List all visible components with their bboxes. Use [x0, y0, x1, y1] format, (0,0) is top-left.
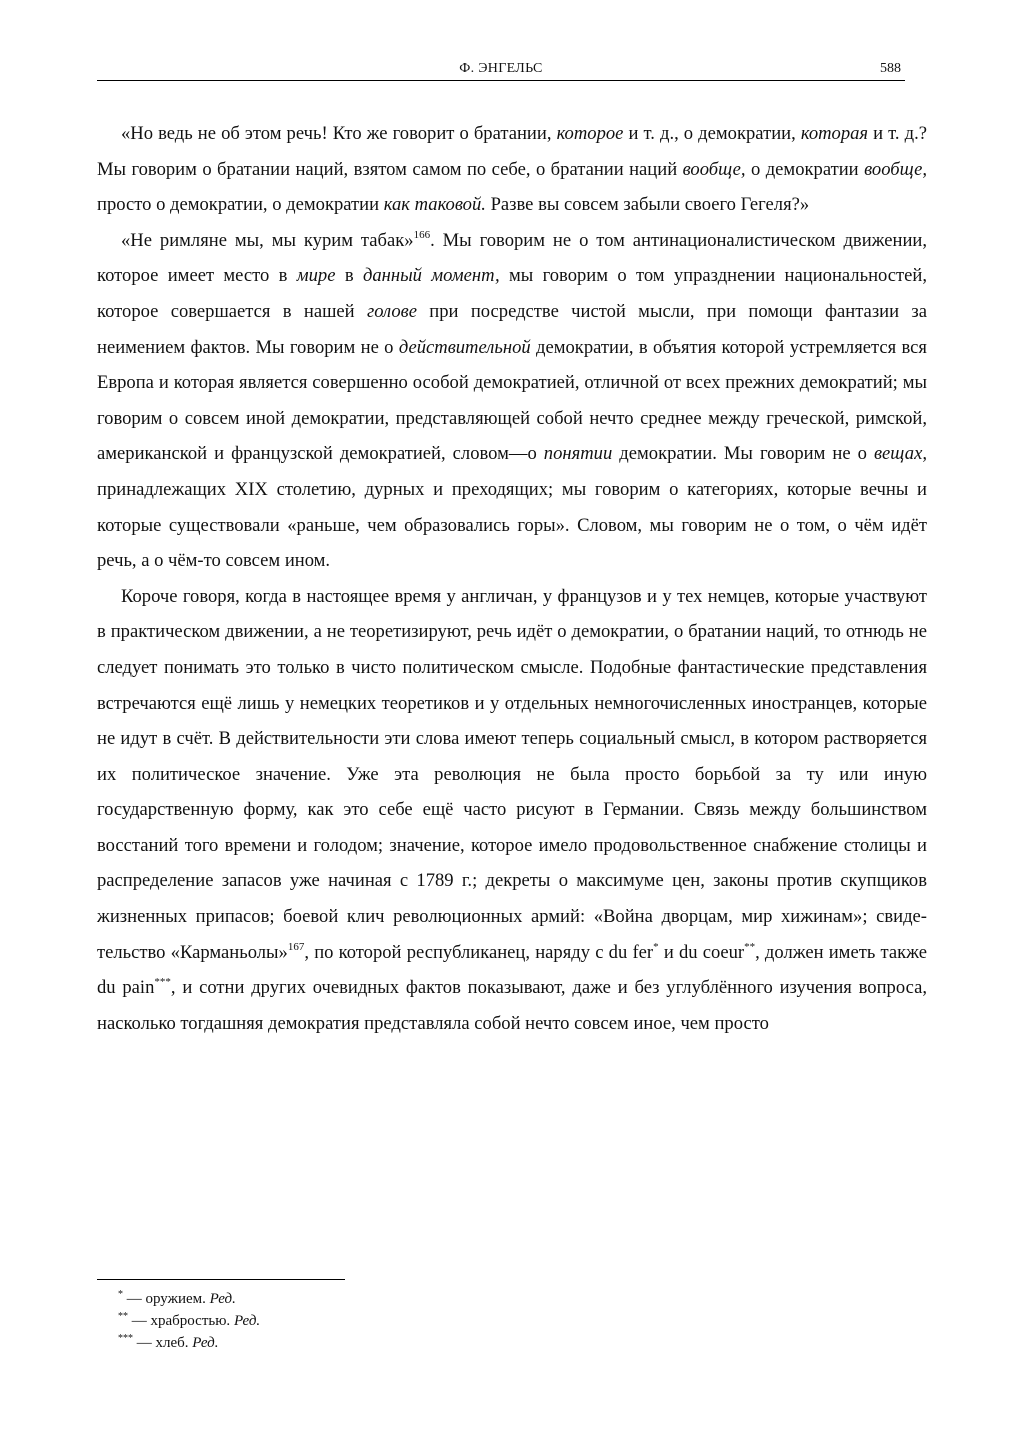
emphasis-text: действительной — [398, 336, 531, 358]
running-header — [97, 60, 905, 81]
reference-mark: 167 — [287, 940, 305, 953]
footnotes — [118, 1288, 260, 1354]
footnote-text: — хлеб. — [133, 1335, 193, 1351]
text-run: демократии. Мы говорим не о — [612, 443, 874, 465]
paragraph — [97, 223, 927, 579]
text-run: , и сотни других очевидных фактов показывают, даже и без углублённого изучения вопроса, насколько тогдашняя демократия представляла собой нечто совсем иное, чем просто — [97, 977, 927, 1034]
emphasis-text: вообще, — [682, 158, 746, 180]
footnote — [118, 1288, 260, 1310]
text-run: и т. д.? Мы говорим о братании наций, взятом самом по себе, о братании наций — [97, 123, 927, 180]
text-run: о демократии — [745, 158, 865, 180]
emphasis-text: мире — [296, 265, 336, 287]
page-number: 588 — [880, 61, 901, 76]
text-run: демократии, в объятия которой устремляется вся Европа и которая является совершенно особой демократией, отличной от всех прежних демократий; мы говорим о совсем иной демократии, представляющей собой нечто среднее между греческой, римской, американской и французской демократией, словом—о — [97, 336, 927, 465]
text-run: в — [335, 265, 363, 287]
main-text — [97, 116, 927, 1041]
emphasis-text: которое — [556, 123, 624, 144]
footnote-mark: * — [118, 1289, 123, 1300]
paragraph — [97, 116, 927, 223]
footnote-mark: ** — [118, 1311, 128, 1322]
emphasis-text: как таковой. — [383, 194, 486, 216]
footnote — [118, 1310, 260, 1332]
text-run: принадлежащих XIX столетию, дурных и преходящих; мы говорим о категориях, которые вечны и которые существовали «раньше, чем образовались горы». Словом, мы говорим не о том, о чём идёт речь, а о чём-то совсем ином. — [97, 478, 927, 572]
editor-note: Ред. — [233, 1313, 261, 1329]
footnote-mark: *** — [118, 1333, 133, 1344]
emphasis-text: которая — [800, 123, 869, 144]
paragraph — [97, 579, 927, 1042]
footnote — [118, 1332, 260, 1354]
emphasis-text: вещах, — [873, 443, 927, 465]
text-run: мы говорим о том упразднении национальностей, которое совершается в нашей — [97, 265, 928, 322]
text-run: и т. д., о демократии, — [623, 123, 801, 144]
footnote-text: — оружием. — [123, 1291, 210, 1307]
running-header-title: Ф. ЭНГЕЛЬС — [459, 61, 543, 76]
text-run: «Не римляне мы, мы курим табак» — [121, 229, 414, 251]
emphasis-text: данный момент, — [362, 265, 500, 287]
reference-mark: *** — [154, 976, 171, 989]
text-run: , по которой республиканец, наряду с du fer — [304, 941, 654, 963]
footnote-rule — [97, 1279, 345, 1280]
footnote-text: — храбростью. — [128, 1313, 234, 1329]
text-run: «Но ведь не об этом речь! Кто же говорит о братании, — [121, 123, 557, 144]
text-run: Разве вы совсем забыли своего Гегеля?» — [485, 194, 810, 216]
text-run: при посредстве чистой мысли, при помощи фантазии за неимением фактов. Мы говорим не о — [97, 300, 927, 358]
text-run: , должен иметь также du pain — [97, 941, 928, 999]
editor-note: Ред. — [209, 1291, 236, 1307]
text-run: просто о демократии, о демократии — [97, 194, 384, 216]
reference-mark: 166 — [413, 228, 431, 241]
reference-mark: ** — [744, 940, 756, 953]
reference-mark: * — [653, 940, 659, 953]
emphasis-text: вообще, — [864, 158, 928, 180]
text-run: Короче говоря, когда в настоящее время у англичан, у французов и у тех немцев, которые участвуют в практическом движении, а не теоретизируют, речь идёт о демократии, о братании наций, то отнюдь не следует понимать это только в чисто политическом смысле. Подобные фантастические представления встречаются ещё лишь у немецких теоретиков и у отдельных немногочисленных иностранцев, которые не идут в счёт. В действительности эти слова имеют теперь социальный смысл, в котором растворяется их политическое значение. Уже эта революция не была просто борьбой за ту или иную государственную форму, как это себе ещё часто рисуют в Германии. Связь между большинством восстаний того времени и голодом; значение, которое имело продовольственное снабжение столицы и распределение запасов уже начиная с 1789 г.; декреты о максимуме цен, законы против скупщиков жизненных припасов; боевой клич революционных армий: «Война дворцам, мир хижинам»; свидетельство «Карманьолы» — [97, 585, 927, 963]
emphasis-text: голове — [366, 300, 417, 322]
text-run: . Мы говорим не о том антинационалистическом движении, которое имеет место в — [97, 229, 927, 287]
editor-note: Ред. — [192, 1335, 219, 1351]
text-run: и du coeur — [658, 941, 745, 963]
emphasis-text: понятии — [543, 443, 613, 465]
